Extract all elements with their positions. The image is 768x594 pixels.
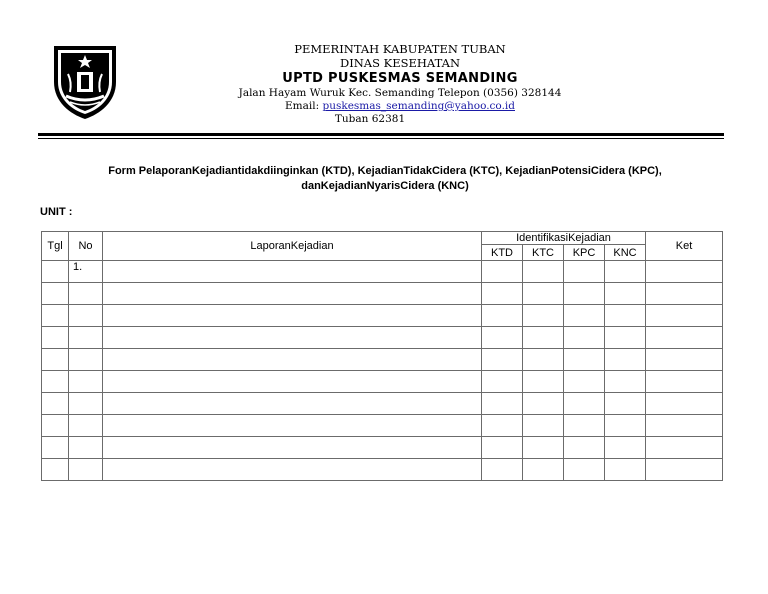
ktc-cell[interactable] xyxy=(523,459,564,481)
no-cell[interactable] xyxy=(69,459,103,481)
ket-cell[interactable] xyxy=(646,349,723,371)
ktd-cell[interactable] xyxy=(482,459,523,481)
no-cell[interactable] xyxy=(69,283,103,305)
laporan-cell[interactable] xyxy=(103,371,482,393)
ktd-cell[interactable] xyxy=(482,305,523,327)
ktd-cell[interactable] xyxy=(482,327,523,349)
ket-cell[interactable] xyxy=(646,371,723,393)
ktc-cell[interactable] xyxy=(523,305,564,327)
tgl-cell[interactable] xyxy=(42,437,69,459)
ktc-cell[interactable] xyxy=(523,283,564,305)
knc-cell[interactable] xyxy=(605,261,646,283)
form-title-line-1: Form PelaporanKejadiantidakdiinginkan (KTD), KejadianTidakCidera (KTC), KejadianPotensiCidera (KPC), xyxy=(108,165,662,177)
department-name: DINAS KESEHATAN xyxy=(339,56,461,70)
header-no: No xyxy=(69,232,103,261)
laporan-cell[interactable] xyxy=(103,349,482,371)
ket-cell[interactable] xyxy=(646,459,723,481)
header-ktd: KTD xyxy=(482,245,523,261)
institution-name: UPTD PUSKESMAS SEMANDING xyxy=(282,71,518,86)
ktc-cell[interactable] xyxy=(523,349,564,371)
laporan-cell[interactable] xyxy=(103,305,482,327)
ket-cell[interactable] xyxy=(646,261,723,283)
incident-report-table xyxy=(41,231,723,481)
header-knc: KNC xyxy=(605,245,646,261)
report-table-body xyxy=(42,261,723,481)
header-laporan-kejadian: LaporanKejadian xyxy=(103,232,482,261)
header-kpc: KPC xyxy=(564,245,605,261)
kpc-cell[interactable] xyxy=(564,327,605,349)
header-ket: Ket xyxy=(646,232,723,261)
ktd-cell[interactable] xyxy=(482,349,523,371)
table-row xyxy=(42,349,723,371)
form-title-line-2: danKejadianNyarisCidera (KNC) xyxy=(301,180,469,192)
table-row xyxy=(42,305,723,327)
no-cell[interactable]: 1. xyxy=(69,261,103,283)
address: Jalan Hayam Wuruk Kec. Semanding Telepon (0356) 328144 xyxy=(238,87,562,99)
kpc-cell[interactable] xyxy=(564,349,605,371)
ket-cell[interactable] xyxy=(646,283,723,305)
laporan-cell[interactable] xyxy=(103,283,482,305)
laporan-cell[interactable] xyxy=(103,415,482,437)
laporan-cell[interactable] xyxy=(103,261,482,283)
tgl-cell[interactable] xyxy=(42,415,69,437)
ket-cell[interactable] xyxy=(646,305,723,327)
tgl-cell[interactable] xyxy=(42,283,69,305)
table-row xyxy=(42,283,723,305)
table-row xyxy=(42,437,723,459)
kpc-cell[interactable] xyxy=(564,305,605,327)
ktd-cell[interactable] xyxy=(482,261,523,283)
ket-cell[interactable] xyxy=(646,437,723,459)
tgl-cell[interactable] xyxy=(42,305,69,327)
city-postcode: Tuban 62381 xyxy=(334,113,406,125)
form-title xyxy=(60,164,710,194)
header-ktc: KTC xyxy=(523,245,564,261)
knc-cell[interactable] xyxy=(605,327,646,349)
header-tgl: Tgl xyxy=(42,232,69,261)
ktc-cell[interactable] xyxy=(523,261,564,283)
tgl-cell[interactable] xyxy=(42,349,69,371)
government-name: PEMERINTAH KABUPATEN TUBAN xyxy=(294,42,506,56)
tgl-cell[interactable] xyxy=(42,459,69,481)
laporan-cell[interactable] xyxy=(103,393,482,415)
knc-cell[interactable] xyxy=(605,349,646,371)
knc-cell[interactable] xyxy=(605,371,646,393)
unit-label: UNIT : xyxy=(40,206,73,218)
no-cell[interactable] xyxy=(69,349,103,371)
no-cell[interactable] xyxy=(69,327,103,349)
kabupaten-tuban-emblem xyxy=(48,42,122,120)
kpc-cell[interactable] xyxy=(564,261,605,283)
table-row xyxy=(42,261,723,283)
kpc-cell[interactable] xyxy=(564,415,605,437)
ktc-cell[interactable] xyxy=(523,437,564,459)
email-link[interactable]: puskesmas_semanding@yahoo.co.id xyxy=(322,100,515,112)
letterhead-divider-thin xyxy=(38,138,724,139)
email-label: Email: xyxy=(284,100,320,112)
ktd-cell[interactable] xyxy=(482,415,523,437)
table-row xyxy=(42,459,723,481)
table-row xyxy=(42,371,723,393)
table-row xyxy=(42,393,723,415)
tgl-cell[interactable] xyxy=(42,327,69,349)
laporan-cell[interactable] xyxy=(103,459,482,481)
ket-cell[interactable] xyxy=(646,393,723,415)
no-cell[interactable] xyxy=(69,415,103,437)
ktd-cell[interactable] xyxy=(482,393,523,415)
ktc-cell[interactable] xyxy=(523,415,564,437)
laporan-cell[interactable] xyxy=(103,437,482,459)
tgl-cell[interactable] xyxy=(42,393,69,415)
table-row xyxy=(42,415,723,437)
knc-cell[interactable] xyxy=(605,283,646,305)
email-line xyxy=(190,100,610,113)
kpc-cell[interactable] xyxy=(564,371,605,393)
kpc-cell[interactable] xyxy=(564,459,605,481)
kpc-cell[interactable] xyxy=(564,283,605,305)
table-row xyxy=(42,327,723,349)
ktd-cell[interactable] xyxy=(482,283,523,305)
kpc-cell[interactable] xyxy=(564,437,605,459)
laporan-cell[interactable] xyxy=(103,327,482,349)
knc-cell[interactable] xyxy=(605,437,646,459)
no-cell[interactable] xyxy=(69,305,103,327)
no-cell[interactable] xyxy=(69,393,103,415)
ktc-cell[interactable] xyxy=(523,327,564,349)
no-cell[interactable] xyxy=(69,371,103,393)
ket-cell[interactable] xyxy=(646,327,723,349)
ktc-cell[interactable] xyxy=(523,371,564,393)
knc-cell[interactable] xyxy=(605,459,646,481)
knc-cell[interactable] xyxy=(605,393,646,415)
ket-cell[interactable] xyxy=(646,415,723,437)
letterhead-divider-thick xyxy=(38,133,724,136)
knc-cell[interactable] xyxy=(605,415,646,437)
kpc-cell[interactable] xyxy=(564,393,605,415)
tgl-cell[interactable] xyxy=(42,261,69,283)
knc-cell[interactable] xyxy=(605,305,646,327)
header-identifikasi-kejadian: IdentifikasiKejadian xyxy=(482,232,646,245)
ktd-cell[interactable] xyxy=(482,437,523,459)
tgl-cell[interactable] xyxy=(42,371,69,393)
ktc-cell[interactable] xyxy=(523,393,564,415)
no-cell[interactable] xyxy=(69,437,103,459)
ktd-cell[interactable] xyxy=(482,371,523,393)
letterhead xyxy=(190,42,610,126)
